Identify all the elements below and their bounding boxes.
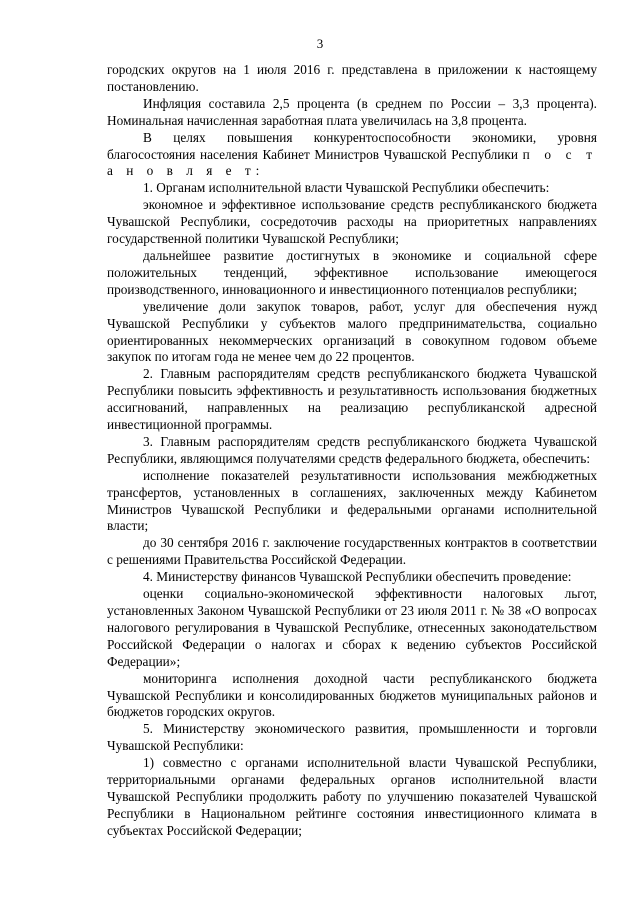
paragraph-text: до 30 сентября 2016 г. заключение государственных контрактов в соответствии с решениями Правительства Российской Федерации.: [107, 535, 597, 568]
paragraph: [107, 721, 597, 755]
paragraph-text: 5. Министерству экономического развития, промышленности и торговли Чувашской Республики:: [107, 721, 597, 754]
paragraph: [107, 248, 597, 299]
paragraph-text: увеличение доли закупок товаров, работ, услуг для обеспечения нужд Чувашской Республики у субъектов малого предпринимательства, социально ориентированных некоммерческих организаций в совокупном годовом объеме закупок по итогам года не менее чем до 22 процентов.: [107, 298, 597, 365]
document-body: [107, 62, 597, 840]
paragraph: [107, 468, 597, 536]
paragraph: [107, 62, 597, 96]
paragraph: [107, 535, 597, 569]
paragraph-text: оценки социально-экономической эффективности налоговых льгот, установленных Законом Чувашской Республики от 23 июля 2011 г. № 38 «О вопросах налогового регулирования в Чувашской Республике, отнесенных законодательством Российской Федерации о налогах и сборах к ведению субъектов Российской Федерации»;: [107, 586, 597, 669]
paragraph: [107, 197, 597, 248]
paragraph: [107, 586, 597, 671]
paragraph-text: исполнение показателей результативности использования межбюджетных трансфертов, установленных в соглашениях, заключенных между Кабинетом Министров Чувашской Республики и федеральными органами исполнительной власти;: [107, 467, 597, 534]
paragraph-text: 1. Органам исполнительной власти Чувашской Республики обеспечить:: [143, 180, 550, 196]
resolution-word: п о с т а н о в л я е т:: [107, 146, 598, 179]
paragraph: [107, 755, 597, 840]
paragraph: [107, 434, 597, 468]
paragraph-text: экономное и эффективное использование средств республиканского бюджета Чувашской Республики, сосредоточив расходы на приоритетных направлениях государственной политики Чувашской Республики;: [107, 197, 597, 247]
paragraph-text: 1) совместно с органами исполнительной власти Чувашской Республики, территориальными органами федеральных органов исполнительной власти Чувашской Республики продолжить работу по улучшению показателей Чувашской Республики в Национальном рейтинге состояния инвестиционного климата в субъектах Российской Федерации;: [107, 755, 597, 838]
page-number: 3: [316, 36, 324, 51]
paragraph-text: В целях повышения конкурентоспособности экономики, уровня благосостояния населения Кабинет Министров Чувашской Республики: [107, 129, 597, 162]
paragraph-text: 4. Министерству финансов Чувашской Республики обеспечить проведение:: [143, 569, 572, 585]
paragraph: [107, 130, 597, 181]
paragraph-text: 2. Главным распорядителям средств республиканского бюджета Чувашской Республики повысить эффективность и результативность использования бюджетных ассигнований, направленных на реализацию республиканской адресной инвестиционной программы.: [107, 366, 597, 433]
paragraph: [107, 299, 597, 367]
paragraph: [107, 366, 597, 434]
paragraph-text: мониторинга исполнения доходной части республиканского бюджета Чувашской Республики и консолидированных бюджетов муниципальных районов и бюджетов городских округов.: [107, 670, 597, 720]
paragraph-text: дальнейшее развитие достигнутых в экономике и социальной сфере положительных тенденций, эффективное использование имеющегося производственного, инновационного и инвестиционного потенциалов республики;: [107, 247, 597, 297]
paragraph: [107, 96, 597, 130]
paragraph: [107, 180, 597, 197]
paragraph: [107, 671, 597, 722]
paragraph: [107, 569, 597, 586]
paragraph-text: 3. Главным распорядителям средств республиканского бюджета Чувашской Республики, являющимся получателями средств федерального бюджета, обеспечить:: [107, 433, 597, 466]
paragraph-text: Инфляция составила 2,5 процента (в среднем по России – 3,3 процента). Номинальная начисленная заработная плата увеличилась на 3,8 процента.: [107, 95, 597, 128]
paragraph-text: городских округов на 1 июля 2016 г. представлена в приложении к настоящему постановлению.: [107, 62, 597, 94]
